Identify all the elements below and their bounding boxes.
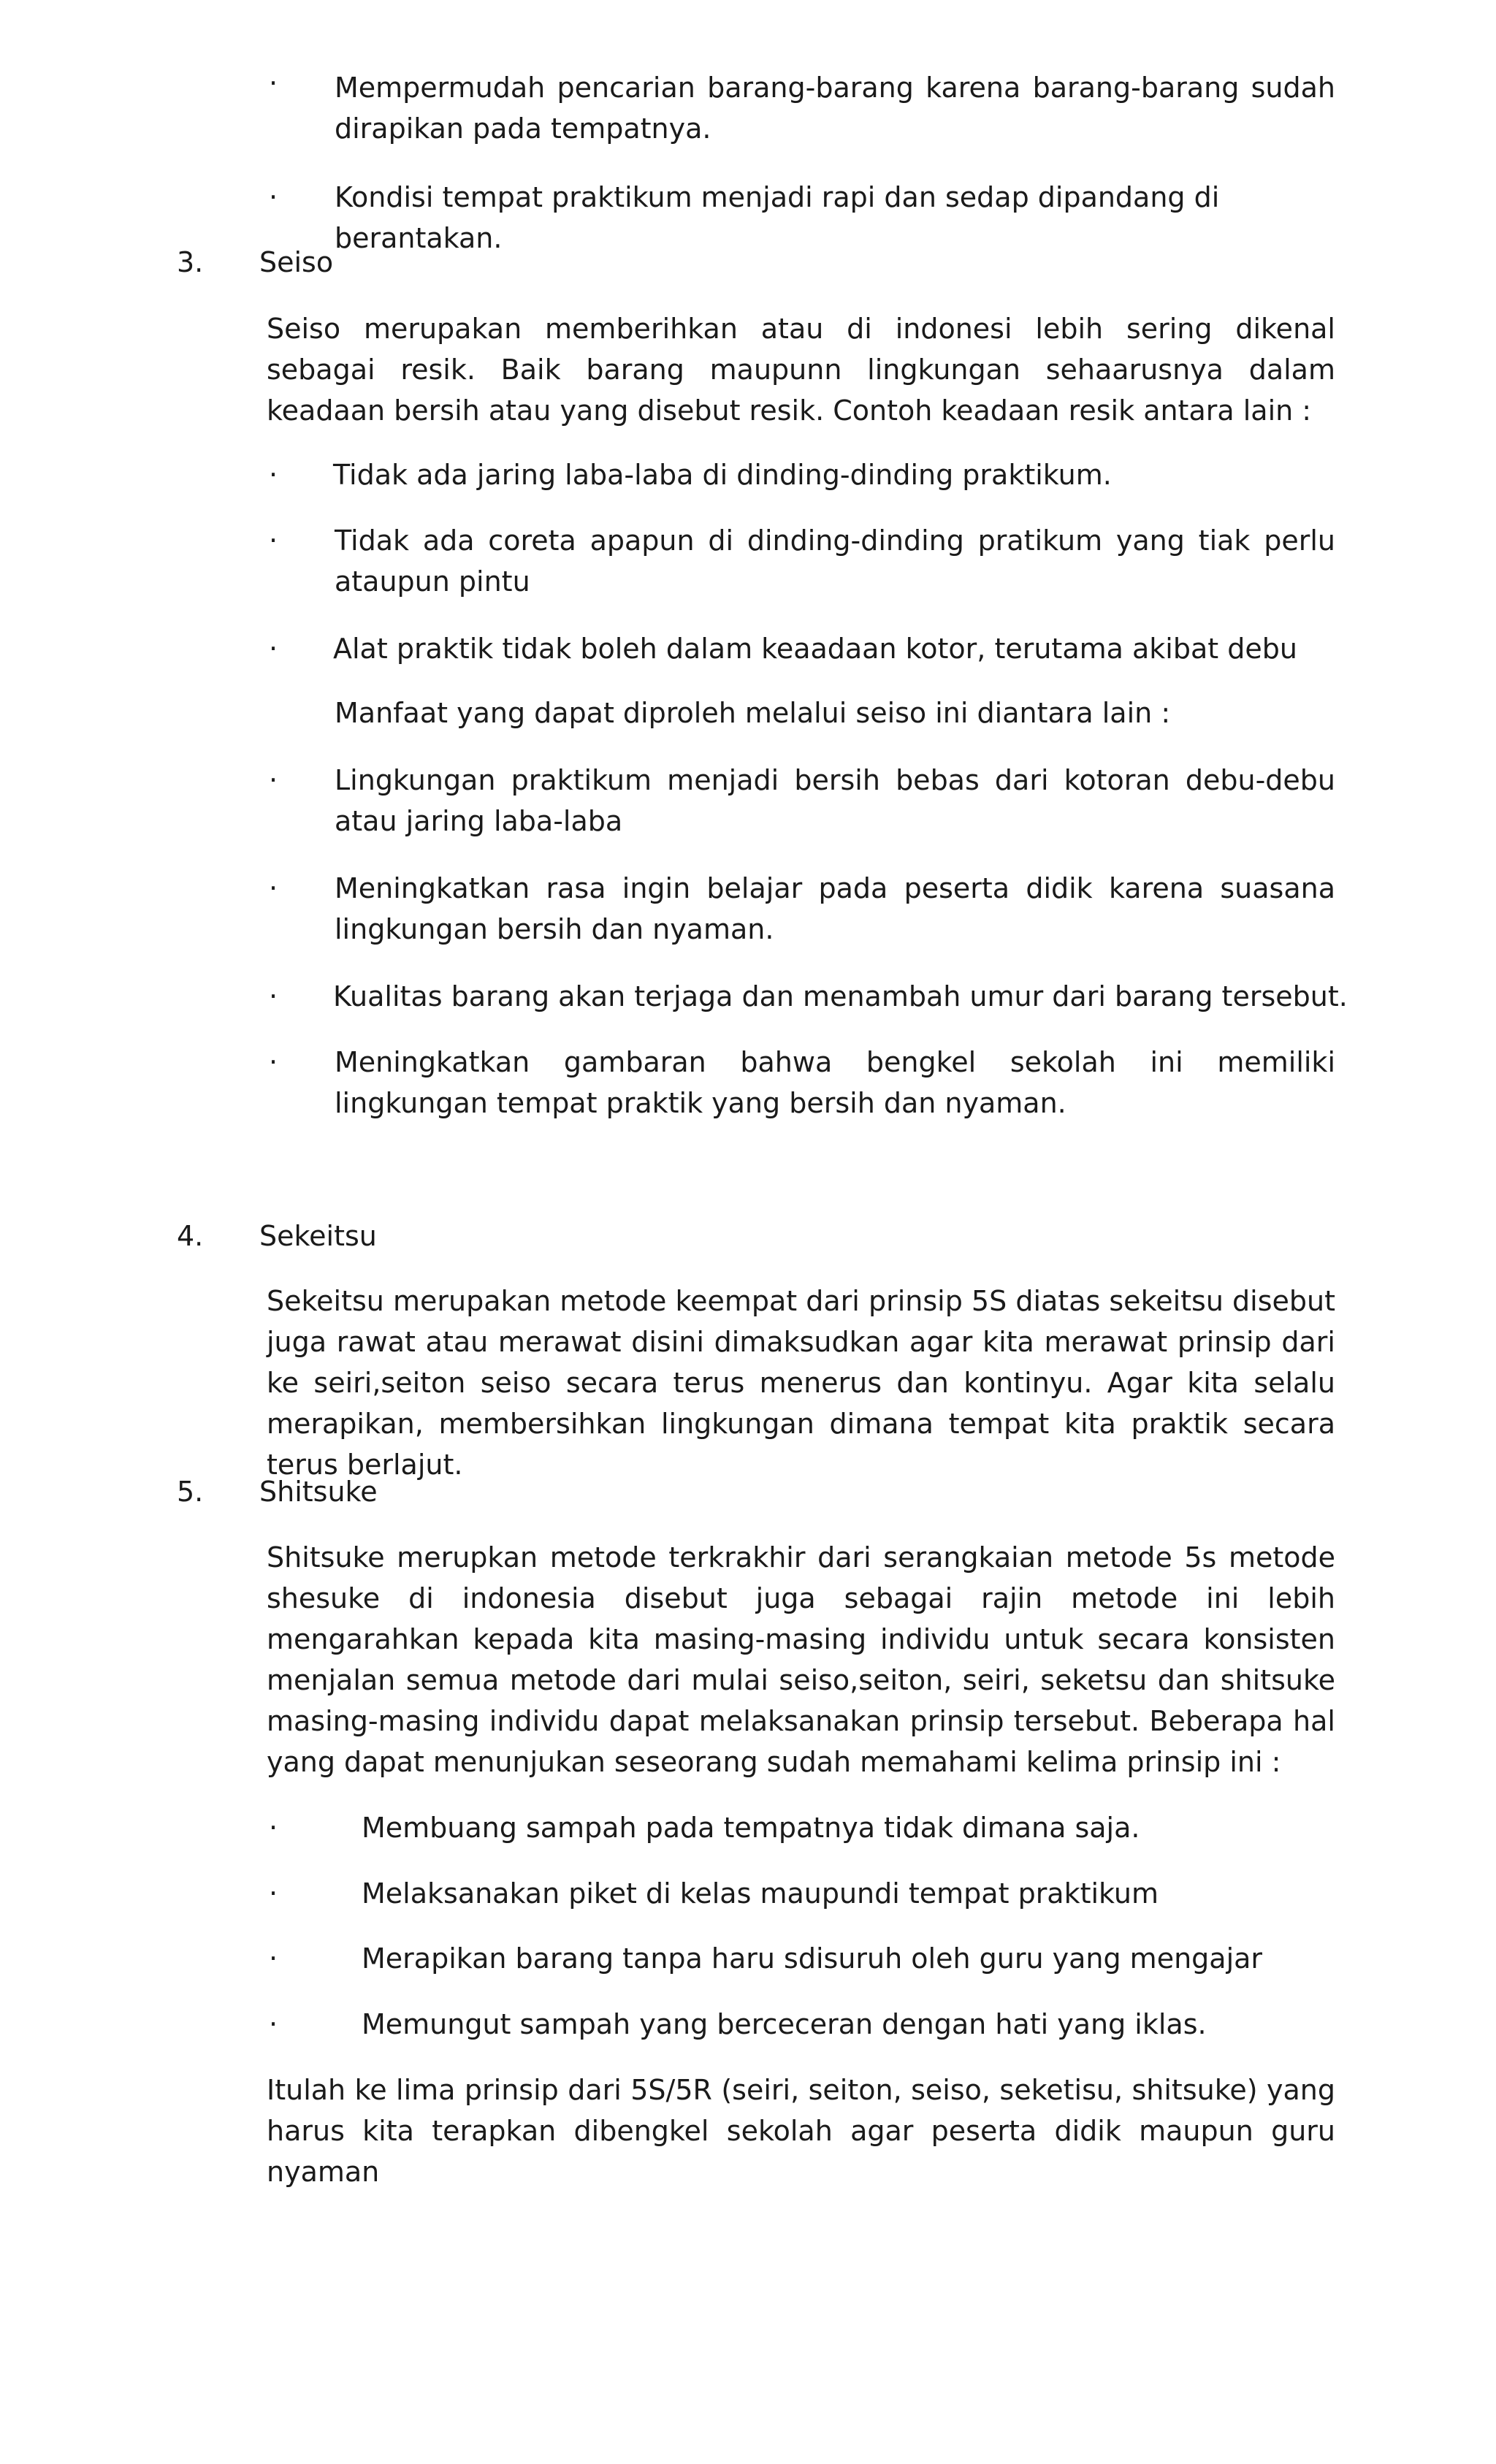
list-item: Merapikan barang tanpa haru sdisuruh oleh guru yang mengajar [362, 1942, 1263, 1975]
list-item: Tidak ada jaring laba-laba di dinding-dinding praktikum. [333, 459, 1112, 491]
section-paragraph: Sekeitsu merupakan metode keempat dari prinsip 5S diatas sekeitsu disebut juga rawat atau merawat disini dimaksudkan agar kita merawat prinsip dari ke seiri,seiton seiso secara terus menerus dan kontinyu. Agar kita selalu merapikan, membersihkan lingkungan dimana tempat kita praktik secara terus berlajut. [267, 1285, 1335, 1481]
list-item: Lingkungan praktikum menjadi bersih bebas dari kotoran debu-debu atau jaring laba-laba [335, 764, 1335, 837]
bullet-marker: · [269, 633, 278, 665]
section-title: Sekeitsu [259, 1220, 377, 1252]
section-paragraph: Shitsuke merupkan metode terkrakhir dari serangkaian metode 5s metode shesuke di indonesia disebut juga sebagai rajin metode ini lebih mengarahkan kepada kita masing-masing individu untuk secara konsisten menjalan semua metode dari mulai seiso,seiton, seiri, seketsu dan shitsuke masing-masing individu dapat melaksanakan prinsip tersebut. Beberapa hal yang dapat menunjukan seseorang sudah memahami kelima prinsip ini : [267, 1541, 1335, 1778]
section-paragraph: Seiso merupakan memberihkan atau di indonesi lebih sering dikenal sebagai resik. Baik barang maupunn lingkungan sehaarusnya dalam keadaan bersih atau yang disebut resik. Contoh keadaan resik antara lain : [267, 313, 1335, 427]
list-item: Alat praktik tidak boleh dalam keaadaan kotor, terutama akibat debu [333, 633, 1297, 665]
list-item: Kualitas barang akan terjaga dan menambah umur dari barang tersebut. [333, 980, 1348, 1012]
benefit-intro: Manfaat yang dapat diproleh melalui seiso ini diantara lain : [335, 697, 1171, 729]
bullet-marker: · [269, 1812, 278, 1844]
section-title: Shitsuke [259, 1476, 378, 1508]
closing-paragraph: Itulah ke lima prinsip dari 5S/5R (seiri, seiton, seiso, seketisu, shitsuke) yang harus kita terapkan dibengkel sekolah agar peserta didik maupun guru nyaman [267, 2074, 1335, 2188]
bullet-marker: · [269, 764, 278, 796]
list-item: Membuang sampah pada tempatnya tidak dimana saja. [362, 1812, 1140, 1844]
bullet-marker: · [269, 1877, 278, 1910]
bullet-marker: · [269, 67, 278, 99]
list-item: Kondisi tempat praktikum menjadi rapi dan sedap dipandang di berantakan. [335, 181, 1220, 254]
bullet-marker: · [269, 872, 278, 904]
bullet-marker: · [269, 181, 278, 213]
list-item: Tidak ada coreta apapun di dinding-dinding pratikum yang tiak perlu ataupun pintu [335, 525, 1335, 598]
section-number: 5. [177, 1476, 204, 1508]
bullet-marker: · [269, 1942, 278, 1975]
section-title: Seiso [259, 246, 334, 278]
section-number: 3. [177, 246, 204, 278]
bullet-marker: · [269, 525, 278, 557]
bullet-marker: · [269, 1046, 278, 1078]
bullet-marker: · [269, 2008, 278, 2040]
bullet-marker: · [269, 459, 278, 491]
list-item: Melaksanakan piket di kelas maupundi tempat praktikum [362, 1877, 1159, 1910]
section-number: 4. [177, 1220, 204, 1252]
list-item: Memungut sampah yang berceceran dengan hati yang iklas. [362, 2008, 1207, 2040]
list-item: Meningkatkan rasa ingin belajar pada peserta didik karena suasana lingkungan bersih dan nyaman. [335, 872, 1335, 945]
list-item: Meningkatkan gambaran bahwa bengkel sekolah ini memiliki lingkungan tempat praktik yang bersih dan nyaman. [335, 1046, 1335, 1119]
list-item: Mempermudah pencarian barang-barang karena barang-barang sudah dirapikan pada tempatnya. [335, 72, 1335, 145]
bullet-marker: · [269, 980, 278, 1012]
